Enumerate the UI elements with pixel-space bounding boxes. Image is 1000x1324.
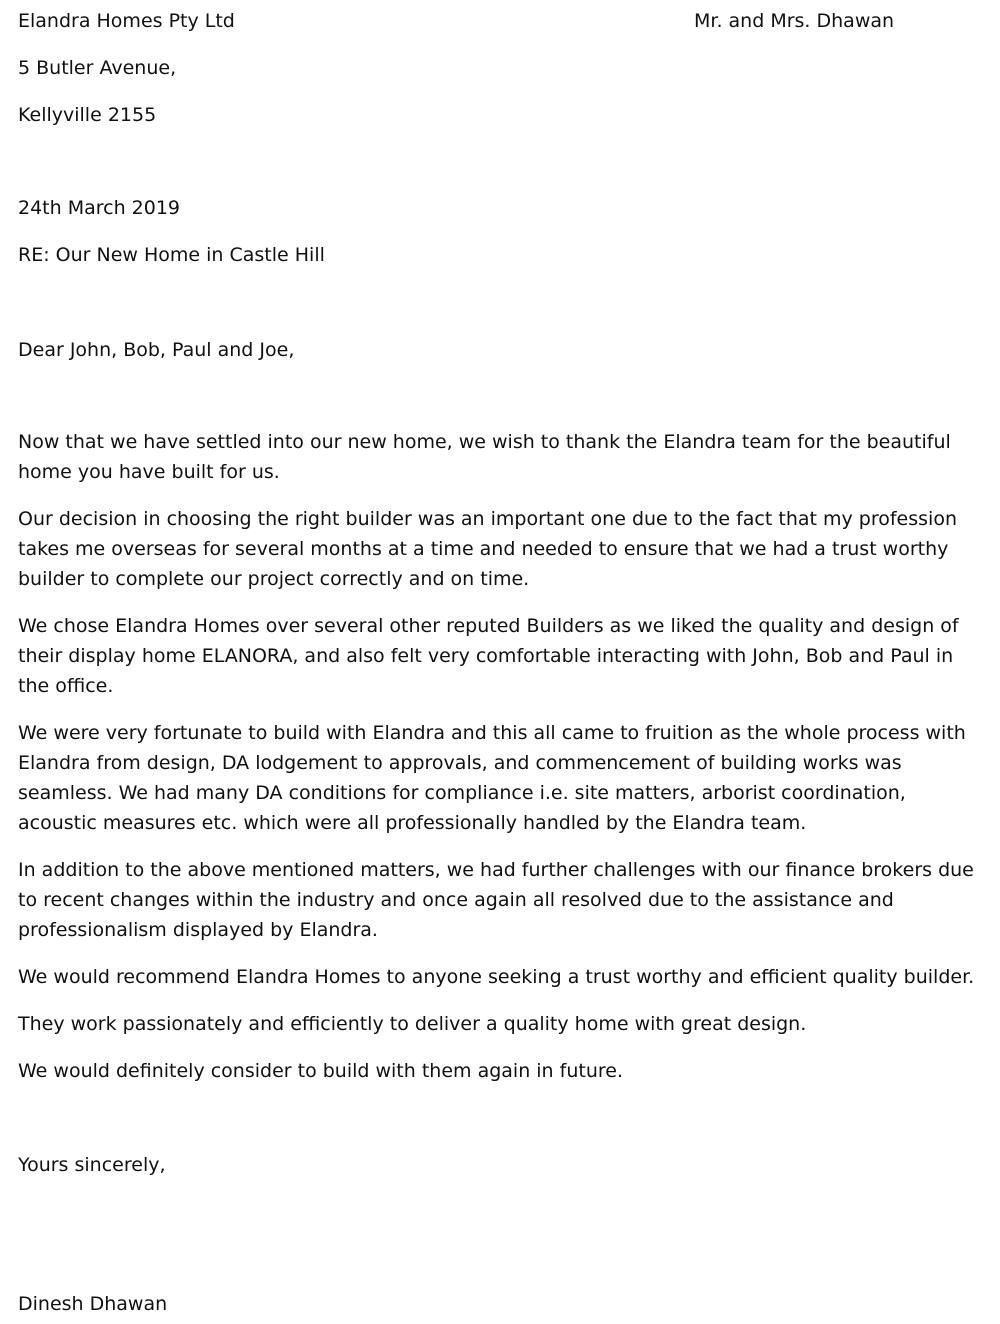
sender-suburb: Kellyville 2155 (18, 104, 157, 126)
body-paragraph-3: We chose Elandra Homes over several other reputed Builders as we liked the quality and design of their display home ELANORA, and also felt very comfortable interacting with John, Bob and Paul in the office. (18, 615, 959, 697)
letter-subject: RE: Our New Home in Castle Hill (18, 244, 325, 266)
salutation: Dear John, Bob, Paul and Joe, (18, 339, 295, 361)
body-paragraph-1: Now that we have settled into our new home, we wish to thank the Elandra team for the beautiful home you have built for us. (18, 431, 951, 483)
body-paragraph-6: We would recommend Elandra Homes to anyone seeking a trust worthy and efficient quality builder. (18, 966, 975, 988)
body-paragraph-8: We would definitely consider to build with them again in future. (18, 1060, 623, 1082)
recipient-name: Mr. and Mrs. Dhawan (694, 10, 895, 32)
sender-street: 5 Butler Avenue, (18, 57, 177, 79)
sender-company: Elandra Homes Pty Ltd (18, 10, 235, 32)
body-paragraph-5: In addition to the above mentioned matters, we had further challenges with our finance brokers due to recent changes within the industry and once again all resolved due to the assistance and professionalism displayed by Elandra. (18, 859, 974, 941)
body-paragraph-7: They work passionately and efficiently to deliver a quality home with great design. (18, 1013, 807, 1035)
body-paragraph-2: Our decision in choosing the right builder was an important one due to the fact that my profession takes me overseas for several months at a time and needed to ensure that we had a trust worthy builder to complete our project correctly and on time. (18, 508, 957, 590)
closing: Yours sincerely, (18, 1154, 166, 1176)
body-paragraph-4: We were very fortunate to build with Elandra and this all came to fruition as the whole process with Elandra from design, DA lodgement to approvals, and commencement of building works was seamless. We had many DA conditions for compliance i.e. site matters, arborist coordination, acoustic measures etc. which were all professionally handled by the Elandra team. (18, 722, 966, 834)
letter-date: 24th March 2019 (18, 197, 181, 219)
signature-name: Dinesh Dhawan (18, 1293, 168, 1315)
